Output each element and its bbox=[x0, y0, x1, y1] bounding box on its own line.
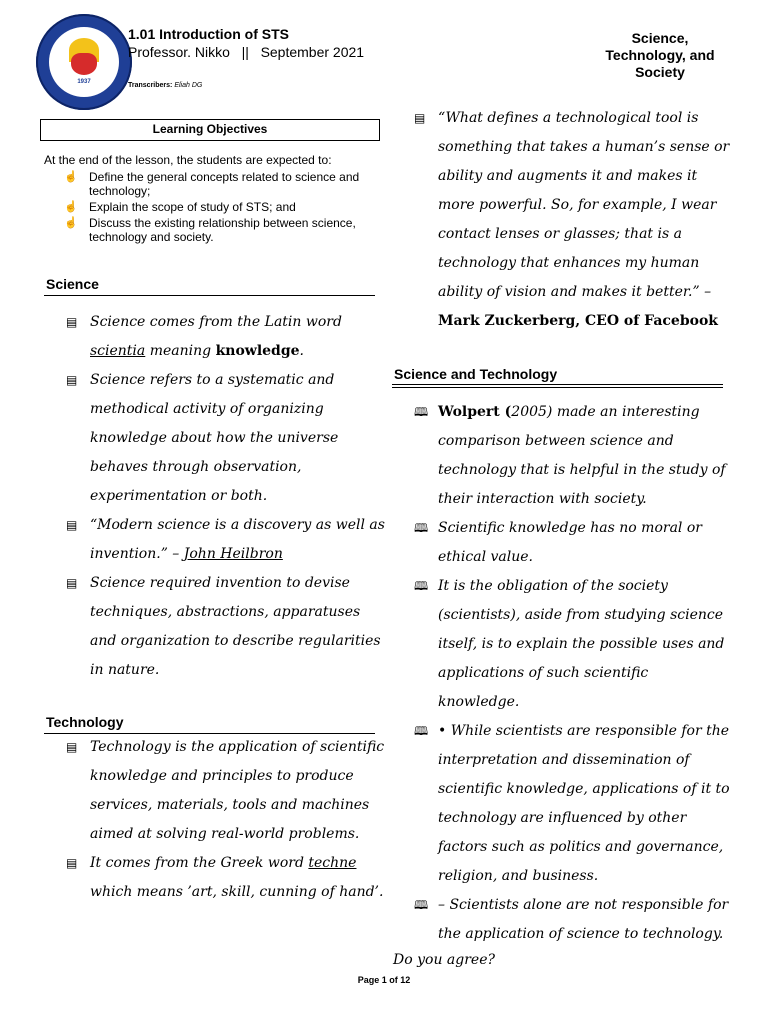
list-item: ☝ Explain the scope of study of STS; and bbox=[64, 200, 296, 214]
transcribers-label: Transcribers: bbox=[128, 82, 173, 89]
professor-line bbox=[128, 44, 364, 60]
list-item: ▤ Science comes from the Latin word scientia meaning knowledge. bbox=[66, 308, 386, 366]
list-item: ▤ “Modern science is a discovery as well as invention.” – John Heilbron bbox=[66, 511, 386, 569]
science-technology-heading: Science and Technology bbox=[394, 366, 558, 382]
hand-pointer-icon: ☝ bbox=[64, 201, 78, 213]
professor-name: Professor. Nikko bbox=[128, 44, 230, 60]
list-item: ▤ Science refers to a systematic and methodical activity of organizing knowledge about how the universe behaves through observation, experimentation or both. bbox=[66, 366, 386, 511]
science-technology-divider bbox=[392, 384, 723, 388]
document-icon: ▤ bbox=[66, 576, 78, 590]
list-item: 🕮 – Scientists alone are not responsible for the application of science to technology. bbox=[414, 891, 734, 949]
document-icon: ▤ bbox=[66, 740, 78, 754]
book-icon: 🕮 bbox=[414, 521, 429, 535]
list-item: 🕮 Wolpert (2005) made an interesting comparison between science and technology that is helpful in the study of their interaction with society. bbox=[414, 398, 734, 514]
science-divider bbox=[44, 295, 375, 296]
science-technology-list bbox=[414, 398, 734, 949]
learning-objectives-list bbox=[64, 170, 384, 246]
document-icon: ▤ bbox=[66, 518, 78, 532]
list-item: 🕮 It is the obligation of the society (scientists), aside from studying science itself, is to explain the possible uses and applications of such scientific knowledge. bbox=[414, 572, 734, 717]
heart-emblem bbox=[71, 53, 97, 75]
book-icon: 🕮 bbox=[414, 898, 429, 912]
document-icon: ▤ bbox=[66, 856, 78, 870]
seal-year: 1937 bbox=[77, 79, 91, 85]
science-heading: Science bbox=[46, 276, 99, 292]
technology-list bbox=[66, 733, 386, 907]
list-item: 🕮 Scientific knowledge has no moral or ethical value. bbox=[414, 514, 734, 572]
page-number: Page 1 of 12 bbox=[357, 975, 411, 985]
document-date: September 2021 bbox=[260, 44, 365, 60]
learning-objectives-intro: At the end of the lesson, the students are expected to: bbox=[44, 153, 332, 167]
science-list bbox=[66, 308, 386, 685]
hand-pointer-icon: ☝ bbox=[64, 217, 78, 229]
book-icon: 🕮 bbox=[414, 579, 429, 593]
book-icon: 🕮 bbox=[414, 405, 429, 419]
list-item: ☝ Define the general concepts related to science and technology; bbox=[64, 170, 360, 198]
hand-pointer-icon: ☝ bbox=[64, 171, 78, 183]
transcribers-line bbox=[128, 82, 202, 89]
quote-author: Mark Zuckerberg, CEO of Facebook bbox=[438, 313, 718, 329]
course-title: Science, Technology, and Society bbox=[605, 30, 715, 80]
book-icon: 🕮 bbox=[414, 724, 429, 738]
transcribers-name: Eliah DG bbox=[174, 82, 203, 89]
learning-objectives-heading: Learning Objectives bbox=[40, 119, 380, 141]
header-separator: || bbox=[241, 44, 249, 60]
university-seal bbox=[36, 14, 132, 110]
quote-text: “What defines a technological tool is something that takes a human’s sense or ability and augments it and makes it more powerful. So, for example, I wear contact lenses or glasses; that is a technology that enhances my human ability of vision and makes it better.” – bbox=[438, 110, 730, 300]
list-item: ▤ Technology is the application of scientific knowledge and principles to produce services, materials, tools and machines aimed at solving real-world problems. bbox=[66, 733, 386, 849]
technology-heading: Technology bbox=[46, 714, 124, 730]
document-title: 1.01 Introduction of STS bbox=[128, 26, 290, 42]
footer-question: Do you agree? bbox=[393, 952, 495, 968]
document-icon: ▤ bbox=[414, 111, 426, 125]
list-item: ▤ It comes from the Greek word techne which means ’art, skill, cunning of hand’. bbox=[66, 849, 386, 907]
document-icon: ▤ bbox=[66, 373, 78, 387]
quote-list bbox=[414, 104, 734, 336]
list-item bbox=[414, 104, 734, 336]
list-item: ▤ Science required invention to devise techniques, abstractions, apparatuses and organization to describe regularities in nature. bbox=[66, 569, 386, 685]
document-icon: ▤ bbox=[66, 315, 78, 329]
list-item: ☝ Discuss the existing relationship between science, technology and society. bbox=[64, 216, 356, 244]
list-item: 🕮 • While scientists are responsible for the interpretation and dissemination of scientific knowledge, applications of it to technology are influenced by other factors such as politics and governance, religion, and business. bbox=[414, 717, 734, 891]
